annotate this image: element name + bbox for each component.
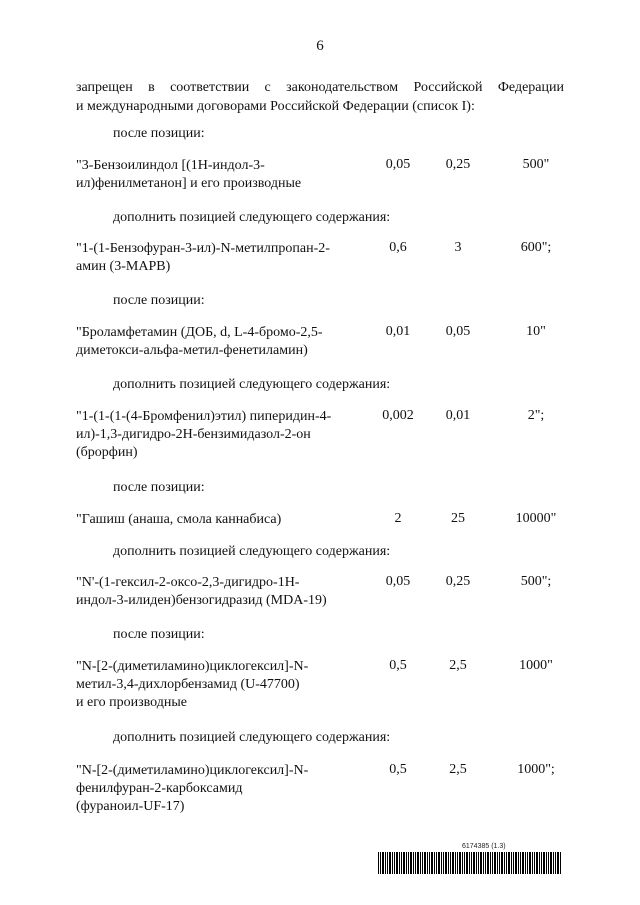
- intro-line-2: и международными договорами Российской Федерации (список I):: [76, 99, 475, 114]
- value-col-3: 2";: [527, 408, 545, 423]
- barcode-bar: [378, 852, 379, 874]
- barcode-bar: [499, 852, 500, 874]
- barcode-bar: [504, 852, 505, 874]
- barcode-bar: [506, 852, 507, 874]
- substance-name: [76, 408, 356, 462]
- barcode-bar: [410, 852, 412, 874]
- barcode-bar: [436, 852, 437, 874]
- barcode-bar: [557, 852, 559, 874]
- substance-name-line: "N'-(1-гексил-2-оксо-2,3-дигидро-1Н-: [76, 575, 300, 590]
- barcode-bar: [462, 852, 463, 874]
- barcode-bar: [511, 852, 512, 874]
- value-col-1: 0,5: [389, 762, 407, 777]
- instruction-add-3: дополнить позицией следующего содержания:: [113, 544, 391, 559]
- barcode-bar: [413, 852, 414, 874]
- value-col-2: 0,25: [445, 574, 471, 589]
- value-col-1: 2: [394, 511, 402, 526]
- substance-name: [76, 511, 356, 529]
- value-col-3: 1000";: [517, 762, 555, 777]
- barcode-bar: [406, 852, 407, 874]
- barcode-bar: [553, 852, 554, 874]
- value-col-2: 2,5: [449, 762, 467, 777]
- barcode-bar: [399, 852, 400, 874]
- substance-name: [76, 157, 356, 193]
- barcode-bar: [536, 852, 538, 874]
- barcode-bar: [401, 852, 402, 874]
- barcode-image: [378, 852, 564, 874]
- instruction-after-3: после позиции:: [113, 480, 205, 495]
- barcode-bar: [494, 852, 496, 874]
- barcode-bar: [429, 852, 430, 874]
- substance-name: [76, 658, 356, 712]
- barcode-bar: [389, 852, 391, 874]
- value-col-1: 0,5: [389, 658, 407, 673]
- barcode-bar: [522, 852, 524, 874]
- barcode-bar: [492, 852, 493, 874]
- barcode-bar: [483, 852, 484, 874]
- substance-name-line: (фураноил-UF-17): [76, 799, 185, 814]
- value-col-3: 10": [526, 324, 546, 339]
- value-col-3: 600";: [520, 240, 552, 255]
- barcode-bar: [543, 852, 545, 874]
- instruction-add-4: дополнить позицией следующего содержания:: [113, 730, 391, 745]
- value-col-3: 500": [522, 157, 550, 172]
- value-col-2: 0,01: [445, 408, 471, 423]
- instruction-after-2: после позиции:: [113, 293, 205, 308]
- substance-name: [76, 762, 356, 816]
- barcode-bar: [443, 852, 444, 874]
- barcode-bar: [459, 852, 461, 874]
- barcode-bar: [525, 852, 526, 874]
- instruction-after-4: после позиции:: [113, 627, 205, 642]
- barcode-bar: [469, 852, 470, 874]
- barcode-bar: [417, 852, 419, 874]
- barcode-bar: [487, 852, 489, 874]
- value-col-1: 0,6: [389, 240, 407, 255]
- barcode-number: 6174385 (1.3): [462, 843, 506, 850]
- barcode-bar: [455, 852, 456, 874]
- barcode-bar: [420, 852, 421, 874]
- barcode-bar: [473, 852, 475, 874]
- barcode-bar: [422, 852, 423, 874]
- barcode-bar: [403, 852, 405, 874]
- value-col-1: 0,01: [385, 324, 411, 339]
- barcode-bar: [431, 852, 433, 874]
- substance-name-line: "N-[2-(диметиламино)циклогексил]-N-: [76, 763, 309, 778]
- barcode-bar: [539, 852, 540, 874]
- barcode-bar: [466, 852, 468, 874]
- barcode-bar: [548, 852, 549, 874]
- value-col-2: 0,05: [445, 324, 471, 339]
- substance-name-line: ил)-1,3-дигидро-2Н-бензимидазол-2-он: [76, 427, 311, 442]
- barcode-bar: [529, 852, 531, 874]
- barcode-bar: [485, 852, 486, 874]
- barcode-bar: [520, 852, 521, 874]
- barcode-bar: [534, 852, 535, 874]
- value-col-2: 3: [454, 240, 462, 255]
- intro-paragraph: [76, 78, 564, 116]
- substance-name-line: диметокси-альфа-метил-фенетиламин): [76, 343, 308, 358]
- barcode-bar: [445, 852, 447, 874]
- value-col-2: 2,5: [449, 658, 467, 673]
- barcode-bar: [382, 852, 384, 874]
- page-number: 6: [316, 38, 324, 54]
- value-col-1: 0,002: [382, 408, 414, 423]
- substance-name: [76, 574, 356, 610]
- barcode-bar: [396, 852, 398, 874]
- barcode-bar: [434, 852, 435, 874]
- substance-name-line: ил)фенилметанон] и его производные: [76, 176, 302, 191]
- substance-name-line: "1-(1-Бензофуран-3-ил)-N-метилпропан-2-: [76, 241, 330, 256]
- barcode-bar: [532, 852, 533, 874]
- substance-name-line: (брорфин): [76, 445, 138, 460]
- barcode-bar: [546, 852, 547, 874]
- barcode-bar: [508, 852, 510, 874]
- substance-name-line: метил-3,4-дихлорбензамид (U-47700): [76, 677, 300, 692]
- value-col-2: 0,25: [445, 157, 471, 172]
- barcode-bar: [480, 852, 482, 874]
- barcode-bar: [394, 852, 395, 874]
- barcode-bar: [450, 852, 451, 874]
- substance-name-line: "Броламфетамин (ДОБ, d, L-4-бромо-2,5-: [76, 325, 323, 340]
- value-col-2: 25: [451, 511, 465, 526]
- substance-name-line: "N-[2-(диметиламино)циклогексил]-N-: [76, 659, 309, 674]
- barcode-bar: [550, 852, 552, 874]
- barcode-bar: [515, 852, 517, 874]
- substance-name: [76, 240, 356, 276]
- instruction-after-1: после позиции:: [113, 126, 205, 141]
- instruction-add-2: дополнить позицией следующего содержания:: [113, 377, 391, 392]
- barcode-bar: [427, 852, 428, 874]
- barcode-bar: [560, 852, 561, 874]
- substance-name-line: "1-(1-(1-(4-Бромфенил)этил) пиперидин-4-: [76, 409, 332, 424]
- barcode-bar: [385, 852, 386, 874]
- barcode-bar: [478, 852, 479, 874]
- barcode-bar: [518, 852, 519, 874]
- barcode-bar: [415, 852, 416, 874]
- substance-name-line: и его производные: [76, 695, 187, 710]
- value-col-3: 10000": [515, 511, 557, 526]
- barcode-bar: [513, 852, 514, 874]
- instruction-add-1: дополнить позицией следующего содержания:: [113, 210, 391, 225]
- barcode-bar: [541, 852, 542, 874]
- substance-name-line: "3-Бензоилиндол [(1Н-индол-3-: [76, 158, 265, 173]
- barcode-bar: [471, 852, 472, 874]
- intro-line-1: запрещен в соответствии с законодательством Российской Федерации: [76, 80, 564, 95]
- substance-name-line: амин (3-МАРВ): [76, 259, 171, 274]
- barcode-bar: [392, 852, 393, 874]
- barcode-bar: [464, 852, 465, 874]
- barcode-bar: [490, 852, 491, 874]
- barcode-bar: [501, 852, 503, 874]
- barcode-bar: [441, 852, 442, 874]
- value-col-3: 1000": [519, 658, 553, 673]
- barcode-bar: [424, 852, 426, 874]
- barcode-bar: [497, 852, 498, 874]
- substance-name-line: индол-3-илиден)бензогидразид (MDA-19): [76, 593, 327, 608]
- barcode-bar: [452, 852, 454, 874]
- barcode-bar: [387, 852, 388, 874]
- barcode-bar: [457, 852, 458, 874]
- barcode-bar: [408, 852, 409, 874]
- barcode-bar: [476, 852, 477, 874]
- barcode-bar: [448, 852, 449, 874]
- barcode-bar: [555, 852, 556, 874]
- barcode-bar: [380, 852, 381, 874]
- barcode-bar: [527, 852, 528, 874]
- substance-name-line: "Гашиш (анаша, смола каннабиса): [76, 512, 282, 527]
- value-col-3: 500";: [520, 574, 552, 589]
- substance-name: [76, 324, 356, 360]
- barcode-bar: [438, 852, 440, 874]
- value-col-1: 0,05: [385, 157, 411, 172]
- substance-name-line: фенилфуран-2-карбоксамид: [76, 781, 243, 796]
- value-col-1: 0,05: [385, 574, 411, 589]
